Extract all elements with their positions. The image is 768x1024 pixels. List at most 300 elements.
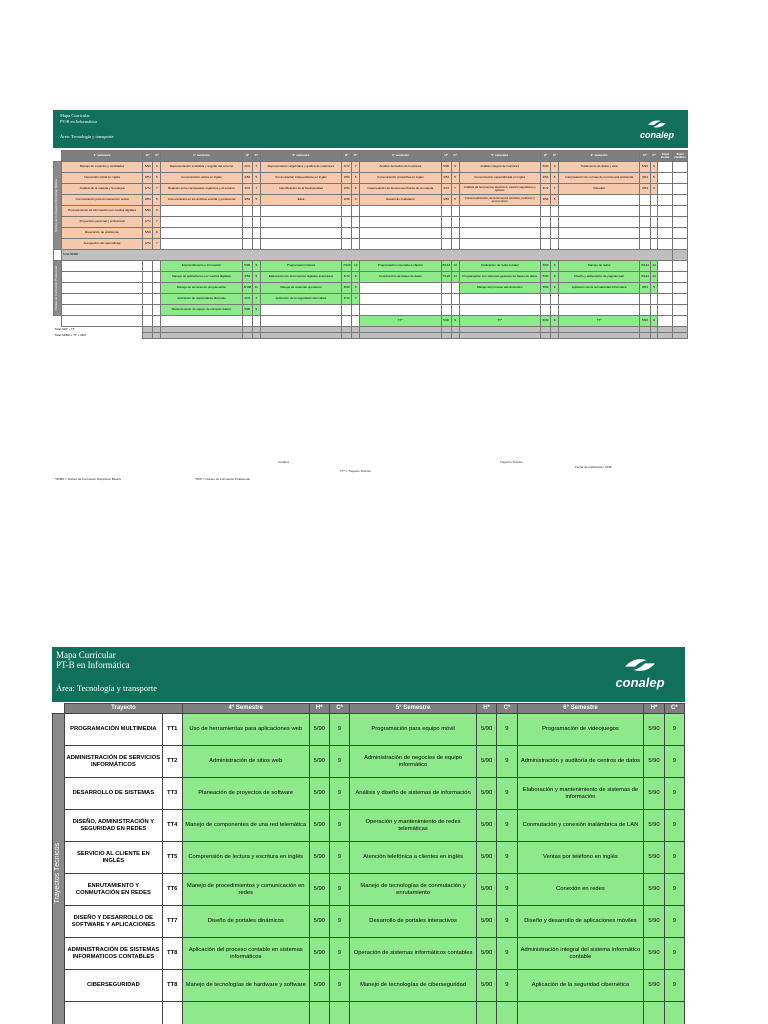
semester4-credits: 9 [329, 746, 349, 778]
overview-hours-cell [540, 294, 550, 305]
overview-subject-cell [61, 272, 142, 283]
overview-total-spacer [54, 250, 62, 261]
detail-table [52, 703, 685, 1024]
detail-row [53, 938, 685, 970]
overview-credits-cell [551, 217, 559, 228]
semester5-hours: 5/90 [476, 778, 496, 810]
overview-grand-total-cell [352, 333, 360, 339]
overview-total-credits-cell [673, 206, 688, 217]
overview-hours-cell: 3/54 [441, 195, 451, 206]
overview-row [54, 261, 688, 272]
overview-subject-cell [260, 206, 341, 217]
overview-subject-cell [360, 283, 441, 294]
detail-col-header: C* [497, 704, 517, 714]
overview-credits-cell: 7 [252, 294, 260, 305]
overview-grand-total-cell [459, 333, 540, 339]
overview-credits-cell: 5 [352, 184, 360, 195]
overview-col-header: C* [252, 151, 260, 162]
overview-hours-cell [540, 239, 550, 250]
trayecto-name: DISEÑO Y DESARROLLO DE SOFTWARE Y APLICACIONES [65, 906, 162, 938]
overview-subject-cell: Autogestión del aprendizaje [61, 239, 142, 250]
overview-credits-cell: 5 [252, 195, 260, 206]
detail-partial-cell [350, 1002, 477, 1024]
overview-subject-cell [459, 217, 540, 228]
overview-hours-cell [640, 217, 650, 228]
overview-credits-cell [650, 305, 658, 316]
overview-row [54, 195, 688, 206]
overview-subject-cell [559, 217, 640, 228]
overview-hours-cell [342, 217, 352, 228]
overview-total-hours-cell [658, 162, 673, 173]
overview-subject-cell [559, 195, 640, 206]
overview-grand-total-cell [451, 333, 459, 339]
overview-subject-cell: Elaboración de documentos digitales avanzados [260, 272, 341, 283]
overview-subject-cell [360, 294, 441, 305]
overview-hours-cell [342, 228, 352, 239]
overview-credits-cell: 9 [352, 283, 360, 294]
overview-subject-cell: Identificación de la biodiversidad [260, 184, 341, 195]
overview-credits-cell: 14 [451, 261, 459, 272]
overview-credits-cell [352, 305, 360, 316]
detail-body [53, 714, 685, 1024]
trayecto-code: TT8 [162, 970, 182, 1002]
overview-total-hours-cell [658, 305, 673, 316]
detail-col-header: 6° Semestre [517, 704, 644, 714]
overview-credits-cell: 5 [650, 283, 658, 294]
semester5-credits: 9 [497, 810, 517, 842]
overview-hours-cell: 5/90 [143, 206, 153, 217]
overview-tt-hours: 5/90 [441, 316, 451, 327]
overview-subject-cell: Interpretación de normas de convivencia ambiental [559, 173, 640, 184]
overview-row [54, 162, 688, 173]
overview-credits-cell: 5 [451, 173, 459, 184]
overview-total-hours-cell [658, 261, 673, 272]
overview-credits-cell [153, 261, 161, 272]
semester5-credits: 9 [497, 842, 517, 874]
overview-hours-cell [640, 239, 650, 250]
overview-hours-cell [540, 305, 550, 316]
semester5-hours: 5/90 [476, 938, 496, 970]
overview-title-line1: Mapa Curricular [60, 113, 90, 118]
overview-row [54, 173, 688, 184]
detail-title-line1: Mapa Curricular [56, 650, 116, 660]
overview-hours-cell [640, 294, 650, 305]
overview-credits-cell: 5 [252, 272, 260, 283]
overview-hours-cell: 3/54 [242, 173, 252, 184]
overview-row [54, 305, 688, 316]
overview-credits-cell: 7 [352, 294, 360, 305]
overview-col-header: C* [352, 151, 360, 162]
overview-subject-cell: Tratamiento de datos y azar [559, 162, 640, 173]
overview-professional-block [54, 261, 688, 339]
overview-hours-cell: 4/72 [342, 272, 352, 283]
overview-credits-cell [551, 228, 559, 239]
overview-total-credits-cell [673, 305, 688, 316]
overview-subject-cell [559, 206, 640, 217]
overview-credits-cell [451, 294, 459, 305]
detail-row-partial [53, 1002, 685, 1024]
overview-page [0, 110, 768, 490]
overview-hours-cell: 5/90 [640, 162, 650, 173]
semester6-subject: Conexión en redes [517, 874, 644, 906]
overview-subject-cell [260, 305, 341, 316]
overview-subject-cell: Diseño y elaboración de páginas web [559, 272, 640, 283]
semester5-hours: 5/90 [476, 842, 496, 874]
overview-hours-cell: 2/36 [342, 195, 352, 206]
overview-tt-total-h [658, 316, 673, 327]
semester5-credits: 9 [497, 714, 517, 746]
overview-credits-cell: 13 [352, 261, 360, 272]
overview-tt-hours: 5/90 [640, 316, 650, 327]
overview-subject-cell: Interacción inicial en inglés [61, 173, 142, 184]
overview-credits-cell [451, 283, 459, 294]
overview-credits-cell: 7 [451, 184, 459, 195]
semester4-subject: Manejo de procedimientos y comunicación en redes [182, 874, 309, 906]
detail-row [53, 906, 685, 938]
overview-hours-cell: 3/54 [441, 173, 451, 184]
overview-credits-cell: 14 [650, 261, 658, 272]
overview-credits-cell [650, 294, 658, 305]
semester4-hours: 5/90 [309, 906, 329, 938]
semester6-subject: Conmutación y conexión inalámbrica de LAN [517, 810, 644, 842]
overview-credits-cell [451, 305, 459, 316]
overview-hours-cell: 4/72 [242, 162, 252, 173]
overview-total-hours-cell [658, 195, 673, 206]
trayecto-name: PROGRAMACIÓN MULTIMEDIA [65, 714, 162, 746]
overview-total-hours-cell [658, 294, 673, 305]
overview-credits-cell [451, 206, 459, 217]
overview-hours-cell: 8/144 [640, 272, 650, 283]
detail-partial-cell [517, 1002, 644, 1024]
overview-subject-cell [161, 217, 242, 228]
overview-subject-cell [61, 305, 142, 316]
overview-hours-cell: 5/90 [540, 283, 550, 294]
semester4-hours: 5/90 [309, 714, 329, 746]
overview-total-hours-cell [658, 184, 673, 195]
overview-total-credits-cell [673, 261, 688, 272]
overview-credits-cell [451, 217, 459, 228]
detail-area: Área: Tecnología y transporte [56, 683, 157, 693]
semester4-subject: Uso de herramientas para aplicaciones web [182, 714, 309, 746]
overview-hours-cell: 5/90 [540, 261, 550, 272]
overview-total-credits-cell [673, 162, 688, 173]
semester4-hours: 5/90 [309, 842, 329, 874]
semester4-hours: 5/90 [309, 874, 329, 906]
overview-subject-cell [459, 305, 540, 316]
semester6-credits: 9 [664, 938, 684, 970]
semester6-subject: Aplicación de la seguridad cibernética [517, 970, 644, 1002]
overview-tt-credits [153, 316, 161, 327]
overview-basic-total-end [673, 250, 688, 261]
detail-row [53, 842, 685, 874]
overview-total-credits-cell [673, 272, 688, 283]
semester5-hours: 5/90 [476, 970, 496, 1002]
overview-credits-cell [551, 206, 559, 217]
overview-hours-cell: 5/90 [143, 162, 153, 173]
conalep-logo-large-icon [620, 655, 660, 675]
detail-partial-cell [65, 1002, 162, 1024]
overview-subject-cell: Desarrollo ciudadano [360, 195, 441, 206]
overview-subject-cell: Análisis derivativo de funciones [360, 162, 441, 173]
overview-credits-cell: 5 [153, 173, 161, 184]
overview-credits-cell: 8 [352, 272, 360, 283]
overview-tt-hours [143, 316, 153, 327]
detail-row [53, 714, 685, 746]
semester5-credits: 9 [497, 906, 517, 938]
overview-credits-cell [252, 206, 260, 217]
detail-row [53, 970, 685, 1002]
overview-total-hours-cell [658, 239, 673, 250]
overview-credits-cell: 5 [252, 173, 260, 184]
overview-subject-cell [260, 239, 341, 250]
overview-tt-spacer [54, 316, 62, 327]
overview-subject-cell [360, 228, 441, 239]
overview-header [53, 110, 688, 148]
overview-hours-cell [441, 305, 451, 316]
overview-credits-cell: 9 [551, 283, 559, 294]
overview-row [54, 228, 688, 239]
semester4-subject: Comprensión de lectura y escritura en inglés [182, 842, 309, 874]
semester6-hours: 5/90 [644, 746, 664, 778]
overview-hours-cell: 5/90 [242, 305, 252, 316]
overview-basic-side-label-text: Núcleo de Formación Disciplinar Básica [54, 178, 58, 233]
overview-hours-cell: 4/72 [242, 184, 252, 195]
overview-subject-cell [559, 305, 640, 316]
semester4-subject: Diseño de portales dinámicos [182, 906, 309, 938]
detail-col-header: C* [664, 704, 684, 714]
overview-col-header: 6° semestre [559, 151, 640, 162]
overview-credits-cell [153, 283, 161, 294]
overview-subject-cell: Manejo de espacios y cantidades [61, 162, 142, 173]
detail-side-label-text: Trayectos Técnicos [54, 843, 61, 904]
overview-hours-cell: 3/54 [242, 195, 252, 206]
overview-credits-cell: 5 [451, 195, 459, 206]
overview-hours-cell [540, 206, 550, 217]
overview-basic-block [54, 162, 688, 261]
semester4-hours: 5/90 [309, 938, 329, 970]
overview-basic-side-label [54, 162, 62, 250]
overview-subject-cell: Representación algebraica y gráfica de relaciones [260, 162, 341, 173]
semester6-hours: 5/90 [644, 970, 664, 1002]
overview-subject-cell: Filosofía [559, 184, 640, 195]
semester6-hours: 5/90 [644, 778, 664, 810]
detail-header [52, 647, 685, 702]
overview-row [54, 239, 688, 250]
overview-subject-cell: Comunicación en los ámbitos escolar y profesional [161, 195, 242, 206]
overview-hours-cell: 3/54 [143, 173, 153, 184]
overview-subject-cell [61, 261, 142, 272]
overview-hours-cell: 4/72 [242, 294, 252, 305]
overview-row [54, 206, 688, 217]
overview-subject-cell: Representación simbólica y angular del entorno [161, 162, 242, 173]
overview-credits-cell [650, 206, 658, 217]
overview-grand-total-cell [650, 333, 658, 339]
semester6-hours: 5/90 [644, 874, 664, 906]
detail-page [0, 647, 768, 1024]
overview-corner [54, 151, 62, 162]
overview-subject-cell [459, 228, 540, 239]
overview-hours-cell: 5/90 [540, 272, 550, 283]
overview-tt-credits: 9 [551, 316, 559, 327]
overview-col-header: H* [640, 151, 650, 162]
overview-credits-cell: 7 [551, 184, 559, 195]
detail-col-header: H* [309, 704, 329, 714]
overview-subject-cell [360, 217, 441, 228]
overview-tt-subject [161, 316, 242, 327]
semester5-credits: 9 [497, 874, 517, 906]
overview-subject-cell: Programación con sistemas gestores de bases de datos [459, 272, 540, 283]
overview-credits-cell: 9 [551, 162, 559, 173]
overview-tt-hours [342, 316, 352, 327]
footnote-tt: TT* = Trayecto Técnico [340, 469, 372, 473]
overview-credits-cell [352, 206, 360, 217]
detail-row [53, 810, 685, 842]
overview-col-header: 1° semestre [61, 151, 142, 162]
overview-subject-cell: Procesamiento de información por medios digitales [61, 206, 142, 217]
semester6-subject: Ventas por teléfono en inglés [517, 842, 644, 874]
trayecto-code: TT3 [162, 778, 182, 810]
overview-hours-cell: 5/90 [143, 228, 153, 239]
semester5-subject: Desarrollo de portales interactivos [350, 906, 477, 938]
semester4-credits: 9 [329, 778, 349, 810]
trayecto-name: DISEÑO, ADMINISTRACIÓN Y SEGURIDAD EN REDES [65, 810, 162, 842]
overview-hours-cell: 3/54 [342, 173, 352, 184]
semester5-subject: Manejo de tecnologías de conmutación y enrutamiento [350, 874, 477, 906]
overview-grand-total-cell [342, 333, 352, 339]
overview-total-credits-cell [673, 173, 688, 184]
overview-tt-credits [352, 316, 360, 327]
overview-total-credits-cell [673, 283, 688, 294]
detail-corner [53, 704, 65, 714]
trayecto-code: TT6 [162, 874, 182, 906]
overview-basic-total-label: Total NFBD [61, 250, 672, 261]
overview-credits-cell [153, 305, 161, 316]
overview-total-credits-cell [673, 228, 688, 239]
overview-subject-cell: Ética [260, 195, 341, 206]
overview-credits-cell [551, 305, 559, 316]
overview-subject-cell [260, 217, 341, 228]
overview-subject-cell [559, 294, 640, 305]
semester5-subject: Atención telefónica a clientes en inglés [350, 842, 477, 874]
overview-hours-cell: 6/108 [242, 283, 252, 294]
overview-col-header: H* [540, 151, 550, 162]
overview-hours-cell [242, 206, 252, 217]
overview-grand-total-cell [252, 333, 260, 339]
overview-row [54, 184, 688, 195]
overview-hours-cell: 5/90 [540, 162, 550, 173]
overview-hours-cell [143, 272, 153, 283]
overview-credits-cell [551, 294, 559, 305]
overview-subject-cell: Análisis de fenómenos eléctricos, electromagnéticos y ópticos [459, 184, 540, 195]
trayecto-name: ENRUTAMIENTO Y CONMUTACIÓN EN REDES [65, 874, 162, 906]
overview-grand-total-label: Total NFBD + TT + NFP [54, 333, 143, 339]
overview-grand-total-label: Total NFP + TT [54, 327, 143, 333]
overview-row [54, 294, 688, 305]
detail-col-header: 4° Semestre [182, 704, 309, 714]
overview-subject-cell [459, 206, 540, 217]
overview-hours-cell: 5/90 [242, 261, 252, 272]
semester5-hours: 5/90 [476, 714, 496, 746]
semester5-subject: Operación y mantenimiento de redes telemáticas [350, 810, 477, 842]
overview-subject-cell: Manejo de técnicas de programación [161, 283, 242, 294]
overview-hours-cell [640, 305, 650, 316]
overview-tt-row [54, 316, 688, 327]
overview-title [60, 113, 97, 124]
semester4-credits: 9 [329, 842, 349, 874]
detail-header-row [53, 704, 685, 714]
detail-col-header: H* [644, 704, 664, 714]
overview-tt-credits: 9 [451, 316, 459, 327]
overview-total-hours-cell [658, 173, 673, 184]
semester5-subject: Operación de sistemas informáticos contables [350, 938, 477, 970]
trayecto-name: SERVICIO AL CLIENTE EN INGLÉS [65, 842, 162, 874]
overview-hours-cell [441, 217, 451, 228]
overview-hours-cell [242, 239, 252, 250]
overview-total-credits-cell [673, 294, 688, 305]
conalep-logo-icon [646, 118, 668, 130]
overview-grand-total-cell [640, 333, 650, 339]
overview-credits-cell: 14 [650, 272, 658, 283]
overview-credits-cell: 9 [551, 272, 559, 283]
overview-total-hours-cell [658, 217, 673, 228]
detail-col-header: Trayecto [65, 704, 183, 714]
semester4-subject: Manejo de componentes de una red telemática [182, 810, 309, 842]
overview-hours-cell: 4/72 [540, 184, 550, 195]
overview-subject-cell [360, 305, 441, 316]
overview-subject-cell [360, 239, 441, 250]
overview-hours-cell [342, 305, 352, 316]
overview-credits-cell: 7 [252, 162, 260, 173]
overview-hours-cell: 4/72 [143, 217, 153, 228]
overview-prof-side-label [54, 261, 62, 316]
overview-total-credits-cell [673, 184, 688, 195]
overview-hours-cell: 7/126 [441, 272, 451, 283]
overview-grand-total-cell [540, 333, 550, 339]
overview-grand-total-cell [161, 333, 242, 339]
detail-title-line2: PT-B en Informática [56, 660, 130, 670]
overview-subject-cell [559, 228, 640, 239]
overview-hours-cell: 5/90 [441, 162, 451, 173]
overview-subject-cell: Resolución de problemas [61, 228, 142, 239]
overview-hours-cell: 4/72 [143, 184, 153, 195]
semester6-credits: 9 [664, 714, 684, 746]
overview-table [53, 150, 688, 339]
semester6-hours: 5/90 [644, 938, 664, 970]
footnote-nfbd: *NFBD = Núcleo de Formación Disciplinar Básica [55, 477, 121, 481]
overview-hours-cell [640, 206, 650, 217]
overview-tt-subject [260, 316, 341, 327]
detail-row [53, 746, 685, 778]
overview-col-header: C* [650, 151, 658, 162]
overview-grand-total-cell [559, 333, 640, 339]
semester4-credits: 9 [329, 874, 349, 906]
overview-col-header: H* [143, 151, 153, 162]
conalep-logo-large-text: conalep [615, 675, 665, 690]
overview-subject-cell: Manejo de aplicaciones por medios digitales [161, 272, 242, 283]
detail-partial-cell [476, 1002, 496, 1024]
semester4-hours: 5/90 [309, 778, 329, 810]
overview-tt-subject: TT* [559, 316, 640, 327]
overview-subject-cell: Comunicación productiva en inglés [360, 173, 441, 184]
overview-subject-cell: Proyección personal y profesional [61, 217, 142, 228]
overview-hours-cell: 5/90 [342, 283, 352, 294]
semester6-hours: 5/90 [644, 714, 664, 746]
overview-credits-cell [352, 239, 360, 250]
overview-grand-total-cell [143, 333, 153, 339]
semester4-hours: 5/90 [309, 746, 329, 778]
overview-hours-cell: 8/144 [441, 261, 451, 272]
overview-credits-cell: 7 [153, 239, 161, 250]
